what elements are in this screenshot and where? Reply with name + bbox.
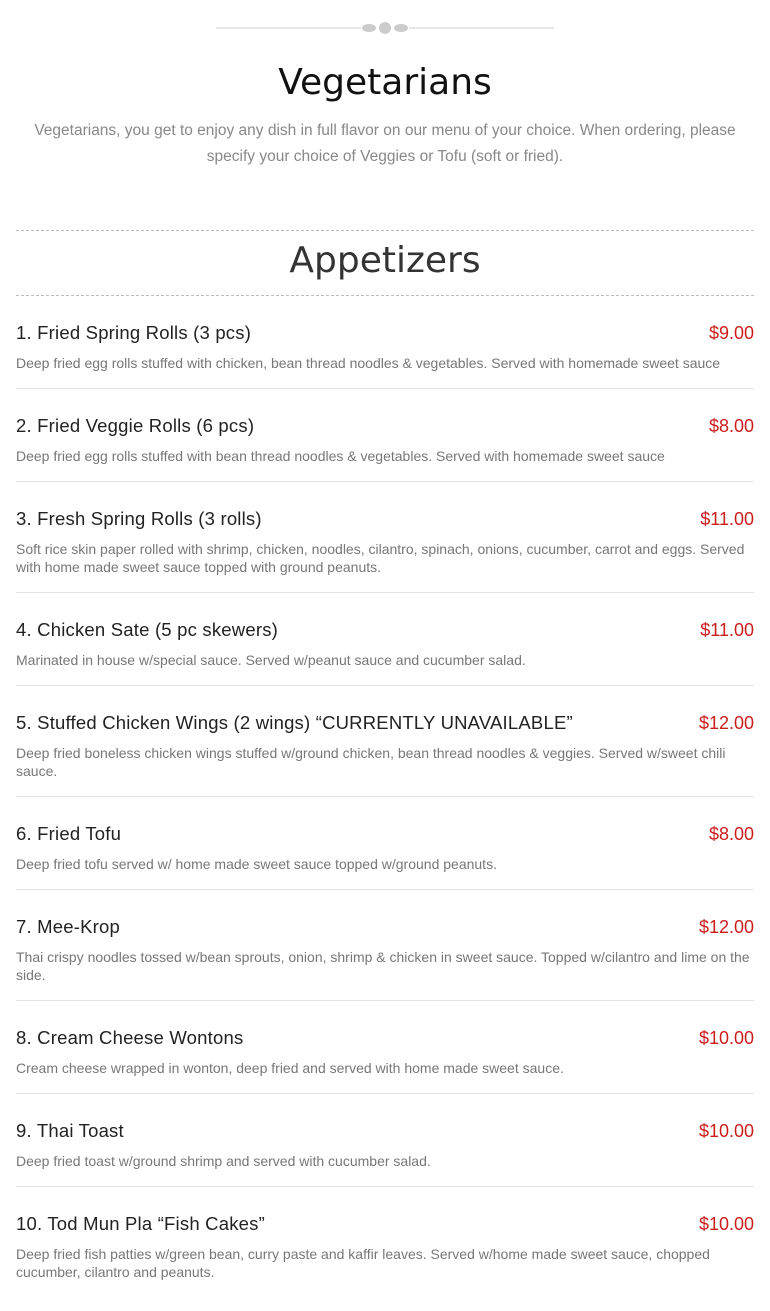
menu-item-name: 8. Cream Cheese Wontons <box>16 1027 244 1048</box>
menu-item-name: 2. Fried Veggie Rolls (6 pcs) <box>16 415 255 436</box>
menu-item-name: 7. Mee-Krop <box>16 916 120 937</box>
menu-item[interactable] <box>16 1201 754 1297</box>
menu-item-price: $11.00 <box>700 509 754 529</box>
menu-item-price: $10.00 <box>698 1214 754 1234</box>
menu-item-description: Soft rice skin paper rolled with shrimp, chicken, noodles, cilantro, spinach, onions, cucumber, carrot and eggs. Served with home made sweet sauce topped with ground peanuts. <box>16 541 745 575</box>
menu-item[interactable] <box>16 496 754 593</box>
section-divider-bottom <box>16 295 754 296</box>
section-divider-top <box>16 230 754 231</box>
appetizers-title: Appetizers <box>289 240 481 281</box>
appetizers-menu-list <box>16 310 754 1311</box>
ornament-divider <box>216 18 554 38</box>
menu-item-price: $12.00 <box>698 917 754 937</box>
menu-item-description: Deep fried fish patties w/green bean, curry paste and kaffir leaves. Served w/home made sweet sauce, chopped cucumber, cilantro and peanuts. <box>16 1246 710 1280</box>
menu-item-price: $10.00 <box>698 1028 754 1048</box>
menu-item[interactable] <box>16 811 754 890</box>
vegetarians-title: Vegetarians <box>278 62 492 103</box>
menu-item-description: Deep fried egg rolls stuffed with chicken, bean thread noodles & vegetables. Served with homemade sweet sauce <box>16 355 721 371</box>
menu-item[interactable] <box>16 310 754 389</box>
menu-item-name: 1. Fried Spring Rolls (3 pcs) <box>16 322 252 343</box>
menu-item-name: 10. Tod Mun Pla “Fish Cakes” <box>16 1213 265 1234</box>
menu-item[interactable] <box>16 403 754 482</box>
menu-item-price: $9.00 <box>708 323 754 343</box>
menu-item[interactable] <box>16 700 754 797</box>
menu-item[interactable] <box>16 1108 754 1187</box>
menu-item[interactable] <box>16 904 754 1001</box>
menu-item-price: $8.00 <box>708 416 754 436</box>
menu-item-description: Cream cheese wrapped in wonton, deep fried and served with home made sweet sauce. <box>16 1060 564 1076</box>
menu-item-name: 3. Fresh Spring Rolls (3 rolls) <box>16 508 262 529</box>
menu-item[interactable] <box>16 607 754 686</box>
menu-item-description: Deep fried egg rolls stuffed with bean thread noodles & vegetables. Served with homemade sweet sauce <box>16 448 665 464</box>
menu-item[interactable] <box>16 1015 754 1094</box>
menu-item-name: 9. Thai Toast <box>16 1120 124 1141</box>
vegetarians-description: Vegetarians, you get to enjoy any dish in full flavor on our menu of your choice. When ordering, please specify your choice of Veggies or Tofu (soft or fried). <box>34 122 736 165</box>
menu-item-description: Deep fried boneless chicken wings stuffed w/ground chicken, bean thread noodles & veggies. Served w/sweet chili sauce. <box>16 745 726 779</box>
menu-item-price: $12.00 <box>698 713 754 733</box>
menu-item-description: Marinated in house w/special sauce. Served w/peanut sauce and cucumber salad. <box>16 652 526 668</box>
menu-item-name: 5. Stuffed Chicken Wings (2 wings) “CURRENTLY UNAVAILABLE” <box>16 712 573 733</box>
menu-item-price: $8.00 <box>708 824 754 844</box>
menu-item-price: $11.00 <box>700 620 754 640</box>
menu-item-description: Deep fried tofu served w/ home made sweet sauce topped w/ground peanuts. <box>16 856 497 872</box>
menu-item-name: 4. Chicken Sate (5 pc skewers) <box>16 619 279 640</box>
menu-item-price: $10.00 <box>698 1121 754 1141</box>
menu-item-description: Thai crispy noodles tossed w/bean sprouts, onion, shrimp & chicken in sweet sauce. Topped w/cilantro and lime on the side. <box>16 949 750 983</box>
menu-item-name: 6. Fried Tofu <box>16 823 122 844</box>
menu-item-description: Deep fried toast w/ground shrimp and served with cucumber salad. <box>16 1153 431 1169</box>
